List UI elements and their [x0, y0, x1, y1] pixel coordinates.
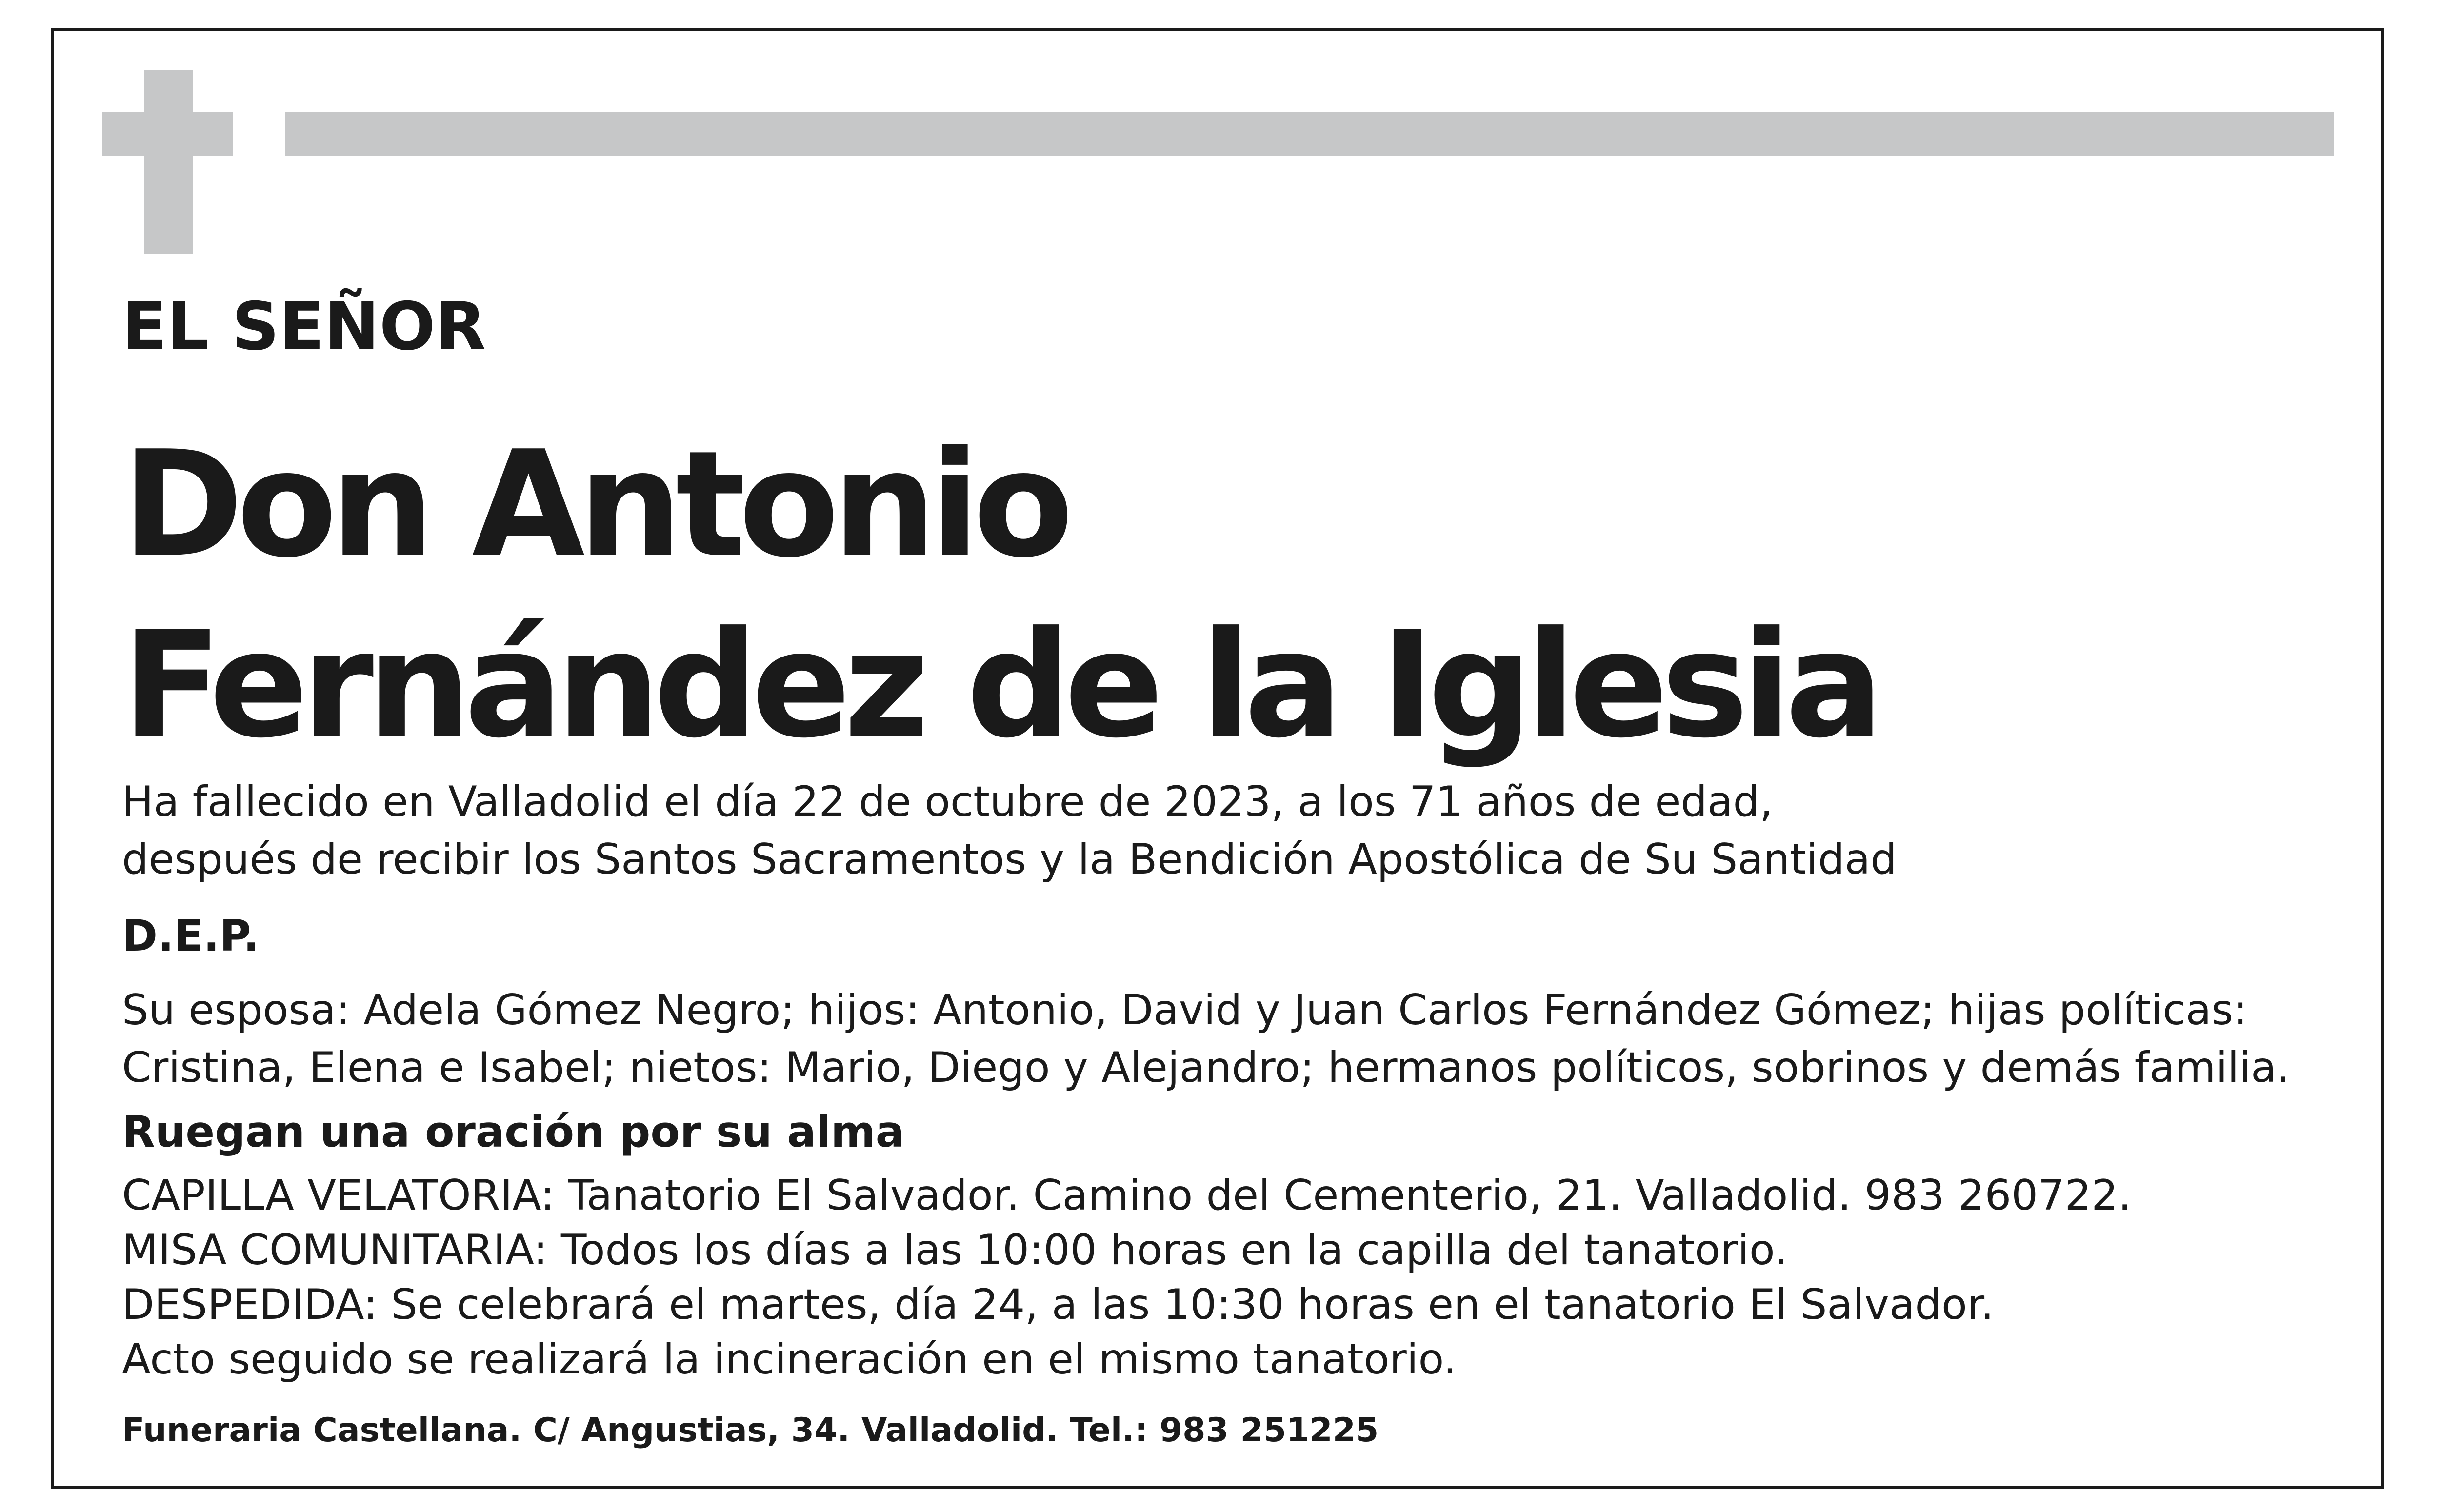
family-list — [122, 981, 2290, 1096]
deceased-name-line-1: Don Antonio — [122, 419, 1067, 590]
prayer-request: Ruegan una oración por su alma — [122, 1107, 905, 1157]
deceased-name-line-2: Fernández de la Iglesia — [122, 600, 1877, 770]
rest-in-peace: D.E.P. — [122, 911, 260, 961]
family-list-line-1: Su esposa: Adela Gómez Negro; hijos: Antonio, David y Juan Carlos Fernández Gómez; hijas políticas: — [122, 986, 2248, 1035]
service-wake: CAPILLA VELATORIA: Tanatorio El Salvador. Camino del Cementerio, 21. Valladolid. 983 260722. — [122, 1171, 2132, 1220]
service-farewell: DESPEDIDA: Se celebrará el martes, día 24, a las 10:30 horas en el tanatorio El Salvador. — [122, 1280, 1994, 1329]
service-details — [122, 1168, 2131, 1387]
honorific: EL SEÑOR — [122, 288, 486, 365]
deceased-name — [122, 415, 1877, 776]
header-rule-bar — [285, 112, 2334, 156]
death-details-line-1: Ha fallecido en Valladolid el día 22 de octubre de 2023, a los 71 años de edad, — [122, 777, 1773, 826]
service-cremation: Acto seguido se realizará la incineración en el mismo tanatorio. — [122, 1335, 1457, 1384]
cross-horizontal-bar — [102, 112, 233, 156]
death-details — [122, 773, 1897, 888]
service-mass: MISA COMUNITARIA: Todos los días a las 10:00 horas en la capilla del tanatorio. — [122, 1226, 1788, 1274]
family-list-line-2: Cristina, Elena e Isabel; nietos: Mario, Diego y Alejandro; hermanos políticos, sobrinos y demás familia. — [122, 1043, 2290, 1092]
funeral-home-info: Funeraria Castellana. C/ Angustias, 34. Valladolid. Tel.: 983 251225 — [122, 1411, 1379, 1450]
cross-vertical-bar — [144, 70, 193, 254]
death-details-line-2: después de recibir los Santos Sacramentos y la Bendición Apostólica de Su Santidad — [122, 835, 1897, 884]
